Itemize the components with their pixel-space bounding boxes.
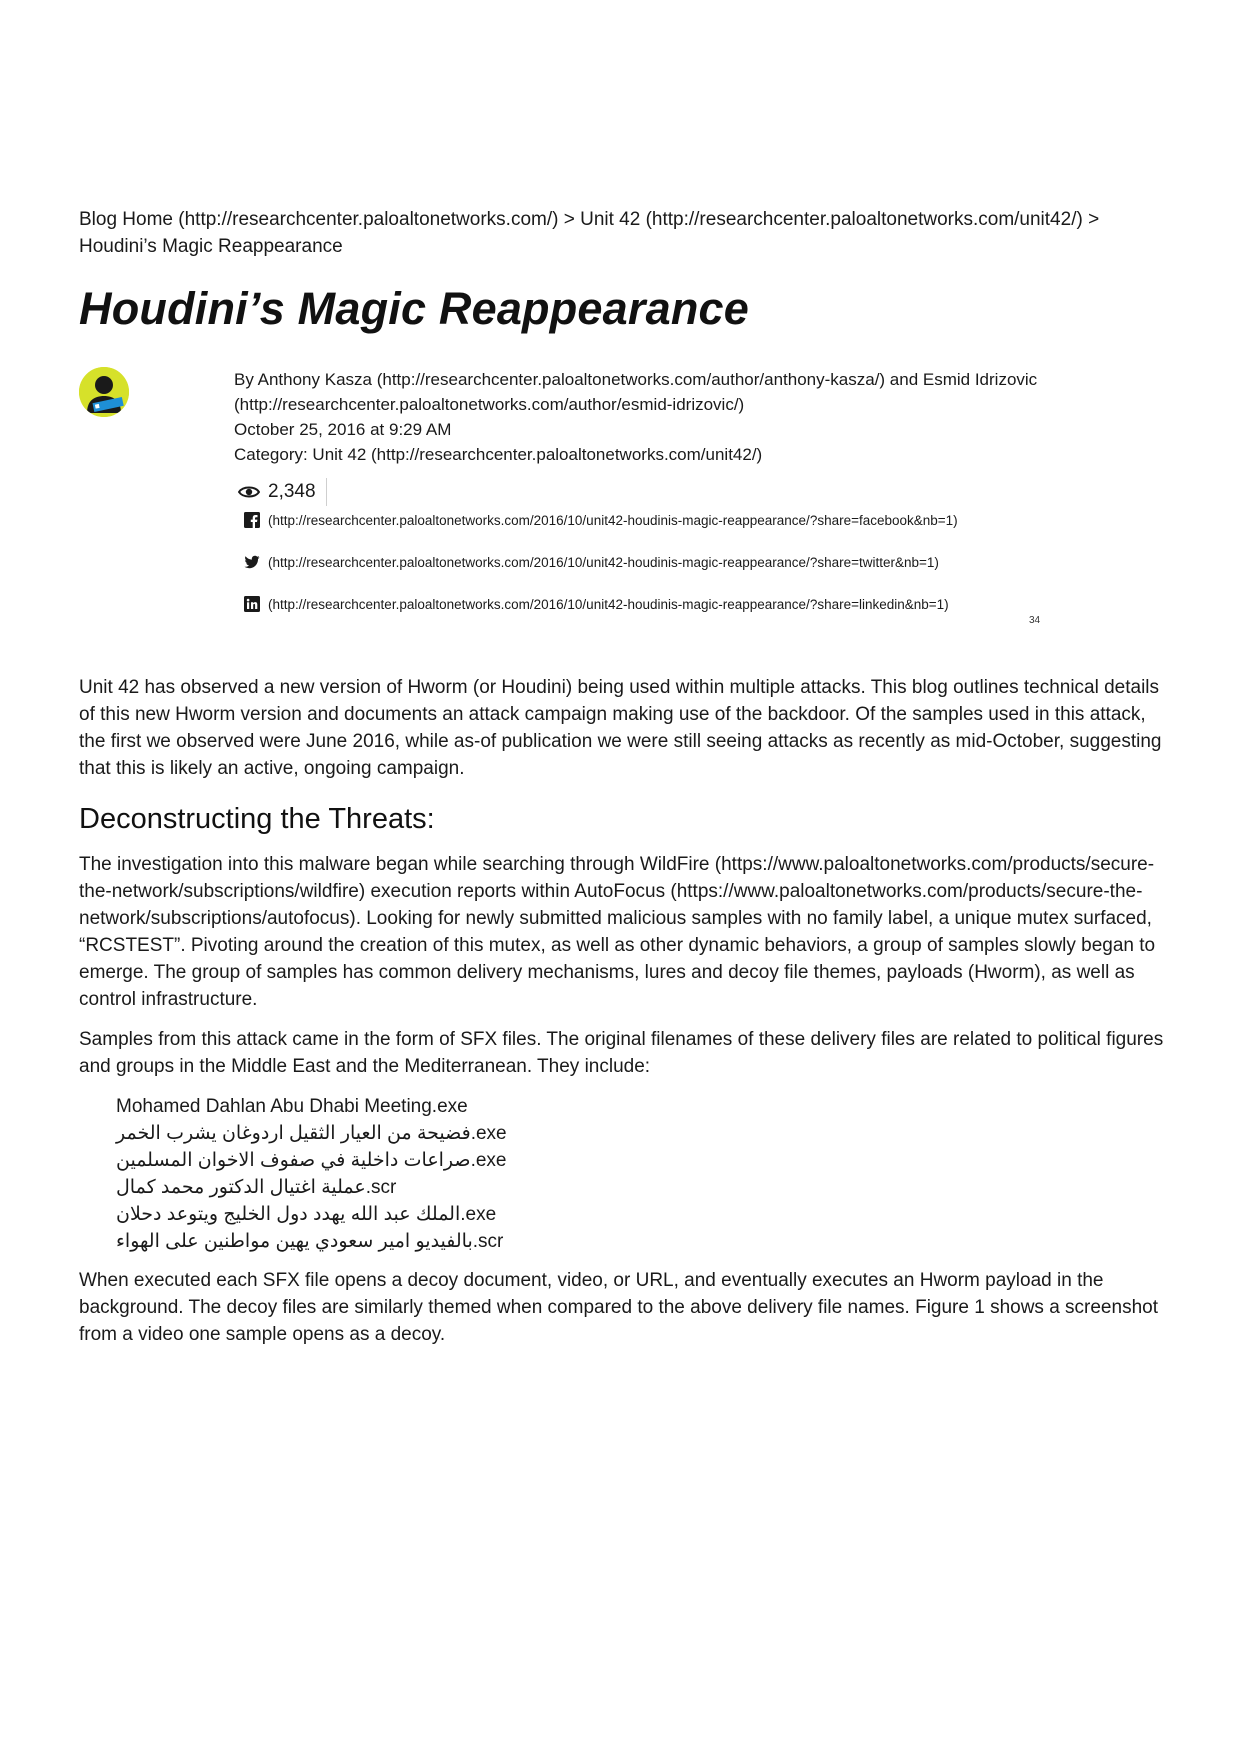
view-count [238,478,327,506]
section-heading: Deconstructing the Threats: [79,803,435,835]
eye-icon [238,485,260,499]
author-avatar[interactable] [79,367,129,417]
post-category[interactable]: Category: Unit 42 (http://researchcenter.paloaltonetworks.com/unit42/) [234,445,763,464]
share-count: 34 [1029,615,1041,626]
filename-list [116,1093,507,1255]
byline-authors[interactable]: By Anthony Kasza (http://researchcenter.paloaltonetworks.com/author/anthony-kasza/) and Esmid Idrizovic [234,370,1038,389]
author-avatar-icon [79,367,129,417]
breadcrumb-current: Houdini’s Magic Reappearance [79,236,343,257]
samples-paragraph: Samples from this attack came in the form of SFX files. The original filenames of these delivery files are related to political figures and groups in the Middle East and the Mediterranean. They include: [79,1029,1164,1077]
post-date: October 25, 2016 at 9:29 AM [234,420,452,439]
facebook-icon [244,512,260,528]
share-facebook-link[interactable]: (http://researchcenter.paloaltonetworks.com/2016/10/unit42-houdinis-magic-reappearance/?share=facebook&nb=1) [268,512,958,528]
linkedin-icon [244,596,260,612]
share-linkedin[interactable] [244,596,949,612]
list-item: صراعات داخلية في صفوف الاخوان المسلمين.exe [116,1150,507,1171]
list-item: فضيحة من العيار الثقيل اردوغان يشرب الخمر.exe [116,1123,507,1144]
executed-paragraph: When executed each SFX file opens a decoy document, video, or URL, and eventually executes an Hworm payload in the background. The decoy files are similarly themed when compared to the above delivery file names. Figure 1 shows a screenshot from a video one sample opens as a decoy. [79,1270,1158,1345]
investigation-paragraph: The investigation into this malware began while searching through WildFire (https://www.paloaltonetworks.com/products/secure-the-network/subscriptions/wildfire) execution reports within AutoFocus (https://www.paloaltonetworks.com/products/secure-the-network/subscriptions/autofocus). Looking for newly submitted malicious samples with no family label, a unique mutex surfaced, “RCSTEST”. Pivoting around the creation of this mutex, as well as other dynamic behaviors, a group of samples slowly began to emerge. The group of samples has common delivery mechanisms, lures and decoy file themes, payloads (Hworm), as well as control infrastructure. [79,854,1156,1010]
share-twitter[interactable] [244,554,939,570]
views-divider [326,478,327,506]
list-item: Mohamed Dahlan Abu Dhabi Meeting.exe [116,1096,468,1117]
breadcrumb-line-1[interactable]: Blog Home (http://researchcenter.paloaltonetworks.com/) > Unit 42 (http://researchcenter.paloaltonetworks.com/unit42/) > [79,209,1100,230]
list-item: الملك عبد الله يهدد دول الخليج ويتوعد دحلان.exe [116,1204,497,1225]
share-twitter-link[interactable]: (http://researchcenter.paloaltonetworks.com/2016/10/unit42-houdinis-magic-reappearance/?share=twitter&nb=1) [268,554,939,570]
byline [234,367,1164,467]
list-item: عملية اغتيال الدكتور محمد كمال.scr [116,1177,397,1198]
share-facebook[interactable] [244,512,958,528]
byline-authors-cont[interactable]: (http://researchcenter.paloaltonetworks.com/author/esmid-idrizovic/) [234,395,745,414]
view-count-value: 2,348 [268,481,316,502]
list-item: بالفيديو امير سعودي يهين مواطنين على الهواء.scr [116,1231,504,1252]
intro-paragraph: Unit 42 has observed a new version of Hworm (or Houdini) being used within multiple attacks. This blog outlines technical details of this new Hworm version and documents an attack campaign making use of the backdoor. Of the samples used in this attack, the first we observed were June 2016, while as-of publication we were still seeing attacks as recently as mid-October, suggesting that this is likely an active, ongoing campaign. [79,677,1162,779]
breadcrumb [79,206,1164,260]
page-title: Houdini’s Magic Reappearance [79,283,749,334]
share-linkedin-link[interactable]: (http://researchcenter.paloaltonetworks.com/2016/10/unit42-houdinis-magic-reappearance/?share=linkedin&nb=1) [268,596,949,612]
twitter-icon [244,554,260,570]
